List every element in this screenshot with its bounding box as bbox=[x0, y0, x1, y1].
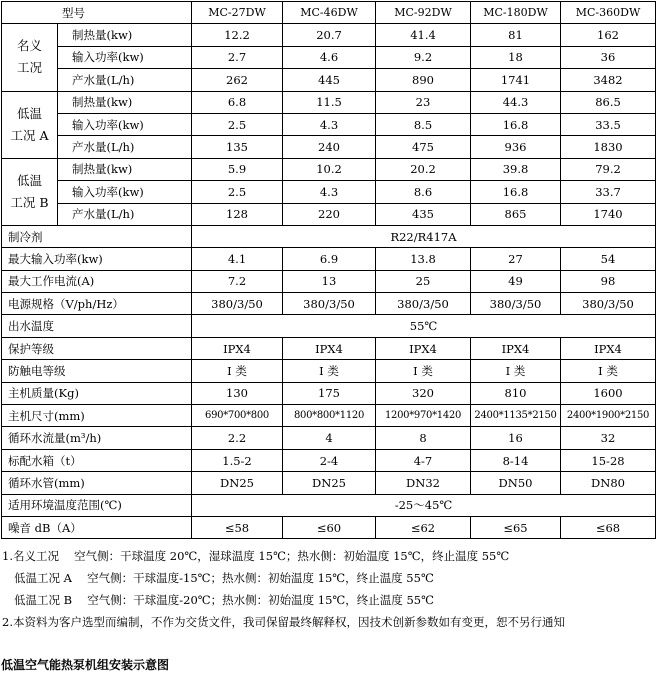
value-cell: 27 bbox=[471, 248, 561, 270]
value-cell: 2.5 bbox=[192, 113, 283, 135]
table-row bbox=[2, 315, 656, 337]
value-cell: 2400*1135*2150 bbox=[471, 405, 561, 427]
span-value-cell: -25～45℃ bbox=[192, 494, 656, 516]
table-row bbox=[2, 494, 656, 516]
value-cell: 128 bbox=[192, 203, 283, 225]
group-label-line: 工况 bbox=[16, 60, 42, 76]
model-header-cell: MC-27DW bbox=[192, 2, 283, 24]
table-row bbox=[2, 91, 656, 113]
value-cell: 36 bbox=[561, 46, 656, 68]
value-cell: 25 bbox=[376, 270, 471, 292]
value-cell: 23 bbox=[376, 91, 471, 113]
value-cell: 1740 bbox=[561, 203, 656, 225]
table-row bbox=[2, 203, 656, 225]
value-cell: 33.5 bbox=[561, 113, 656, 135]
value-cell: 1200*970*1420 bbox=[376, 405, 471, 427]
value-cell: 39.8 bbox=[471, 158, 561, 180]
value-cell: 32 bbox=[561, 427, 656, 449]
spec-table bbox=[1, 1, 656, 539]
value-cell: IPX4 bbox=[561, 337, 656, 359]
row-label-cell: 最大工作电流(A) bbox=[2, 270, 192, 292]
row-label-cell: 标配水箱（t） bbox=[2, 449, 192, 471]
value-cell: 81 bbox=[471, 24, 561, 46]
value-cell: DN32 bbox=[376, 472, 471, 494]
value-cell: 800*800*1120 bbox=[283, 405, 376, 427]
value-cell: 865 bbox=[471, 203, 561, 225]
value-cell: 690*700*800 bbox=[192, 405, 283, 427]
value-cell: 8.6 bbox=[376, 181, 471, 203]
row-label-cell: 输入功率(kw) bbox=[58, 113, 192, 135]
row-label-cell: 循环水流量(m³/h) bbox=[2, 427, 192, 449]
table-row bbox=[2, 158, 656, 180]
group-label-cell bbox=[2, 91, 58, 158]
value-cell: 435 bbox=[376, 203, 471, 225]
value-cell: 1600 bbox=[561, 382, 656, 404]
value-cell: 13 bbox=[283, 270, 376, 292]
table-row bbox=[2, 427, 656, 449]
value-cell: 2.7 bbox=[192, 46, 283, 68]
row-label-cell: 保护等级 bbox=[2, 337, 192, 359]
value-cell: 79.2 bbox=[561, 158, 656, 180]
note-2: 低温工况 A 空气侧：干球温度-15℃；热水侧：初始温度 15℃，终止温度 55℃ bbox=[14, 571, 434, 585]
value-cell: I 类 bbox=[471, 360, 561, 382]
value-cell: 380/3/50 bbox=[561, 293, 656, 315]
value-cell: 2.2 bbox=[192, 427, 283, 449]
value-cell: 380/3/50 bbox=[471, 293, 561, 315]
table-row bbox=[2, 405, 656, 427]
value-cell: 10.2 bbox=[283, 158, 376, 180]
value-cell: ≤68 bbox=[561, 516, 656, 538]
row-label-cell: 出水温度 bbox=[2, 315, 192, 337]
value-cell: DN50 bbox=[471, 472, 561, 494]
value-cell: 1.5-2 bbox=[192, 449, 283, 471]
value-cell: 240 bbox=[283, 136, 376, 158]
value-cell: 41.4 bbox=[376, 24, 471, 46]
value-cell: 6.9 bbox=[283, 248, 376, 270]
row-label-cell: 制热量(kw) bbox=[58, 158, 192, 180]
value-cell: 6.8 bbox=[192, 91, 283, 113]
row-label-cell: 循环水管(mm) bbox=[2, 472, 192, 494]
table-row bbox=[2, 360, 656, 382]
group-label-line: 名义 bbox=[16, 38, 42, 54]
value-cell: 20.7 bbox=[283, 24, 376, 46]
value-cell: 33.7 bbox=[561, 181, 656, 203]
value-cell: 11.5 bbox=[283, 91, 376, 113]
value-cell: ≤58 bbox=[192, 516, 283, 538]
value-cell: ≤62 bbox=[376, 516, 471, 538]
note-4: 2.本资料为客户选型而编制，不作为交货文件，我司保留最终解释权，因技术创新参数如有变更，恕不另行通知 bbox=[2, 615, 565, 629]
row-label-cell: 主机尺寸(mm) bbox=[2, 405, 192, 427]
row-label-cell: 输入功率(kw) bbox=[58, 181, 192, 203]
notes bbox=[2, 545, 565, 633]
table-row bbox=[2, 337, 656, 359]
model-header-cell: MC-360DW bbox=[561, 2, 656, 24]
value-cell: 130 bbox=[192, 382, 283, 404]
value-cell: IPX4 bbox=[283, 337, 376, 359]
value-cell: ≤65 bbox=[471, 516, 561, 538]
value-cell: ≤60 bbox=[283, 516, 376, 538]
value-cell: DN80 bbox=[561, 472, 656, 494]
row-label-cell: 制热量(kw) bbox=[58, 91, 192, 113]
row-label-cell: 产水量(L/h) bbox=[58, 69, 192, 91]
span-value-cell: 55℃ bbox=[192, 315, 656, 337]
table-row bbox=[2, 449, 656, 471]
value-cell: 18 bbox=[471, 46, 561, 68]
value-cell: 4 bbox=[283, 427, 376, 449]
row-label-cell: 最大输入功率(kw) bbox=[2, 248, 192, 270]
value-cell: 810 bbox=[471, 382, 561, 404]
value-cell: I 类 bbox=[561, 360, 656, 382]
value-cell: 475 bbox=[376, 136, 471, 158]
value-cell: 5.9 bbox=[192, 158, 283, 180]
value-cell: 4.3 bbox=[283, 181, 376, 203]
value-cell: 4.3 bbox=[283, 113, 376, 135]
model-header-cell: MC-46DW bbox=[283, 2, 376, 24]
row-label-cell: 主机质量(Kg) bbox=[2, 382, 192, 404]
value-cell: 12.2 bbox=[192, 24, 283, 46]
value-cell: DN25 bbox=[192, 472, 283, 494]
value-cell: 20.2 bbox=[376, 158, 471, 180]
value-cell: I 类 bbox=[376, 360, 471, 382]
row-label-cell: 防触电等级 bbox=[2, 360, 192, 382]
row-label-cell: 制冷剂 bbox=[2, 225, 192, 247]
table-row bbox=[2, 270, 656, 292]
spec-table-body bbox=[2, 2, 656, 539]
value-cell: 2.5 bbox=[192, 181, 283, 203]
table-row bbox=[2, 248, 656, 270]
installation-diagram-title: 低温空气能热泵机组安装示意图 bbox=[1, 658, 170, 672]
value-cell: 16 bbox=[471, 427, 561, 449]
group-label-line: 工况 B bbox=[10, 194, 49, 210]
value-cell: 9.2 bbox=[376, 46, 471, 68]
value-cell: 54 bbox=[561, 248, 656, 270]
model-header-cell: MC-180DW bbox=[471, 2, 561, 24]
value-cell: 380/3/50 bbox=[283, 293, 376, 315]
value-cell: 175 bbox=[283, 382, 376, 404]
value-cell: 1830 bbox=[561, 136, 656, 158]
model-header-cell: MC-92DW bbox=[376, 2, 471, 24]
value-cell: IPX4 bbox=[192, 337, 283, 359]
value-cell: 13.8 bbox=[376, 248, 471, 270]
table-row bbox=[2, 293, 656, 315]
table-row bbox=[2, 516, 656, 538]
value-cell: I 类 bbox=[283, 360, 376, 382]
group-label-line: 低温 bbox=[16, 105, 42, 121]
row-label-cell: 制热量(kw) bbox=[58, 24, 192, 46]
span-value-cell: R22/R417A bbox=[192, 225, 656, 247]
value-cell: 380/3/50 bbox=[192, 293, 283, 315]
value-cell: 44.3 bbox=[471, 91, 561, 113]
row-label-cell: 输入功率(kw) bbox=[58, 46, 192, 68]
row-label-cell: 产水量(L/h) bbox=[58, 203, 192, 225]
group-label-line: 工况 A bbox=[10, 127, 49, 143]
group-label-cell bbox=[2, 158, 58, 225]
header-label-cell: 型号 bbox=[2, 2, 192, 24]
note-3: 低温工况 B 空气侧：干球温度-20℃；热水侧：初始温度 15℃，终止温度 55℃ bbox=[14, 593, 434, 607]
value-cell: 220 bbox=[283, 203, 376, 225]
value-cell: 262 bbox=[192, 69, 283, 91]
row-label-cell: 噪音 dB（A） bbox=[2, 516, 192, 538]
value-cell: 86.5 bbox=[561, 91, 656, 113]
header-row bbox=[2, 2, 656, 24]
row-label-cell: 适用环境温度范围(℃) bbox=[2, 494, 192, 516]
table-row bbox=[2, 225, 656, 247]
group-label-line: 低温 bbox=[16, 172, 42, 188]
table-row bbox=[2, 472, 656, 494]
value-cell: DN25 bbox=[283, 472, 376, 494]
value-cell: 16.8 bbox=[471, 113, 561, 135]
table-row bbox=[2, 181, 656, 203]
value-cell: 320 bbox=[376, 382, 471, 404]
value-cell: 2400*1900*2150 bbox=[561, 405, 656, 427]
value-cell: 49 bbox=[471, 270, 561, 292]
value-cell: 135 bbox=[192, 136, 283, 158]
row-label-cell: 产水量(L/h) bbox=[58, 136, 192, 158]
value-cell: 2-4 bbox=[283, 449, 376, 471]
value-cell: 4.6 bbox=[283, 46, 376, 68]
value-cell: 98 bbox=[561, 270, 656, 292]
value-cell: 8-14 bbox=[471, 449, 561, 471]
table-row bbox=[2, 113, 656, 135]
table-row bbox=[2, 24, 656, 46]
value-cell: 15-28 bbox=[561, 449, 656, 471]
value-cell: 4-7 bbox=[376, 449, 471, 471]
value-cell: 7.2 bbox=[192, 270, 283, 292]
value-cell: 380/3/50 bbox=[376, 293, 471, 315]
value-cell: 1741 bbox=[471, 69, 561, 91]
value-cell: IPX4 bbox=[376, 337, 471, 359]
value-cell: 8.5 bbox=[376, 113, 471, 135]
value-cell: 445 bbox=[283, 69, 376, 91]
value-cell: IPX4 bbox=[471, 337, 561, 359]
value-cell: 162 bbox=[561, 24, 656, 46]
value-cell: 3482 bbox=[561, 69, 656, 91]
table-row bbox=[2, 382, 656, 404]
value-cell: 8 bbox=[376, 427, 471, 449]
value-cell: 4.1 bbox=[192, 248, 283, 270]
table-row bbox=[2, 136, 656, 158]
value-cell: I 类 bbox=[192, 360, 283, 382]
value-cell: 16.8 bbox=[471, 181, 561, 203]
group-label-cell bbox=[2, 24, 58, 91]
value-cell: 936 bbox=[471, 136, 561, 158]
table-row bbox=[2, 46, 656, 68]
value-cell: 890 bbox=[376, 69, 471, 91]
note-1: 1.名义工况 空气侧：干球温度 20℃，湿球温度 15℃；热水侧：初始温度 15℃，终止温度 55℃ bbox=[2, 549, 510, 563]
row-label-cell: 电源规格（V/ph/Hz） bbox=[2, 293, 192, 315]
table-row bbox=[2, 69, 656, 91]
